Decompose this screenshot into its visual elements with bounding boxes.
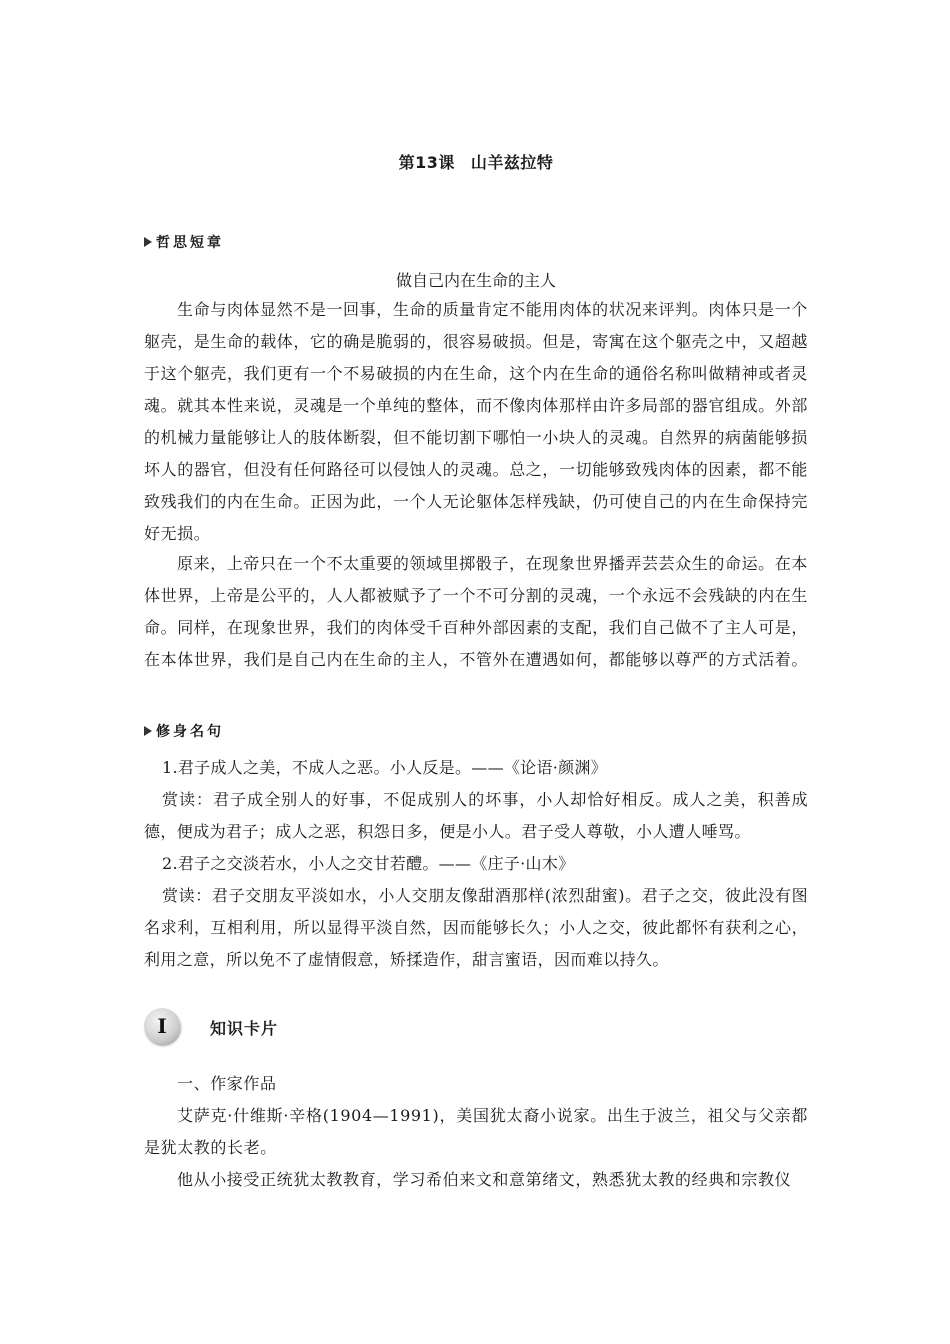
quote-2: 2.君子之交淡若水，小人之交甘若醴。——《庄子·山木》 — [162, 854, 575, 873]
essay-title: 做自己内在生命的主人 — [395, 271, 556, 290]
roman-numeral-badge: I — [144, 1008, 180, 1044]
knowledge-paragraph-2: 他从小接受正统犹太教教育，学习希伯来文和意第绪文，熟悉犹太教的经典和宗教仪 — [177, 1170, 792, 1189]
section-heading-reflection — [144, 232, 224, 252]
triangle-bullet-icon — [144, 237, 152, 247]
section-heading-quotes — [144, 721, 224, 741]
section-heading-text: 哲思短章 — [156, 235, 224, 251]
knowledge-card-label: 知识卡片 — [210, 1019, 279, 1038]
quote-1: 1.君子成人之美，不成人之恶。小人反是。——《论语·颜渊》 — [162, 758, 608, 777]
appreciation-1: 赏读：君子成全别人的好事，不促成别人的坏事，小人却恰好相反。成人之美，积善成德，便成为君子；成人之恶，积怨日多，便是小人。君子受人尊敬，小人遭人唾骂。 — [144, 790, 808, 841]
section-heading-text: 修身名句 — [156, 724, 224, 740]
knowledge-subheading: 一、作家作品 — [177, 1074, 277, 1093]
essay-paragraph-1: 生命与肉体显然不是一回事，生命的质量肯定不能用肉体的状况来评判。肉体只是一个躯壳，是生命的载体，它的确是脆弱的，很容易破损。但是，寄寓在这个躯壳之中，又超越于这个躯壳，我们更有一个不易破损的内在生命，这个内在生命的通俗名称叫做精神或者灵魂。就其本性来说，灵魂是一个单纯的整体，而不像肉体那样由许多局部的器官组成。外部的机械力量能够让人的肢体断裂，但不能切割下哪怕一小块人的灵魂。自然界的病菌能够损坏人的器官，但没有任何路径可以侵蚀人的灵魂。总之，一切能够致残肉体的因素，都不能致残我们的内在生命。正因为此，一个人无论躯体怎样残缺，仍可使自己的内在生命保持完好无损。 — [144, 300, 809, 543]
lesson-name: 山羊兹拉特 — [470, 153, 554, 172]
triangle-bullet-icon — [144, 726, 152, 736]
appreciation-2: 赏读：君子交朋友平淡如水，小人交朋友像甜酒那样(浓烈甜蜜)。君子之交，彼此没有图名求利，互相利用，所以显得平淡自然，因而能够长久；小人之交，彼此都怀有获利之心，利用之意，所以免不了虚情假意，矫揉造作，甜言蜜语，因而难以持久。 — [144, 886, 808, 969]
lesson-number: 第13课 — [398, 153, 455, 172]
knowledge-card-banner — [144, 1008, 319, 1048]
essay-paragraph-2: 原来，上帝只在一个不太重要的领域里掷骰子，在现象世界播弄芸芸众生的命运。在本体世界，上帝是公平的，人人都被赋予了一个不可分割的灵魂，一个永远不会残缺的内在生命。同样，在现象世界，我们的肉体受千百种外部因素的支配，我们自己做不了主人可是，在本体世界，我们是自己内在生命的主人，不管外在遭遇如何，都能够以尊严的方式活着。 — [144, 554, 809, 669]
lesson-title — [144, 150, 808, 173]
knowledge-paragraph-1: 艾萨克·什维斯·辛格(1904—1991)，美国犹太裔小说家。出生于波兰，祖父与父亲都是犹太教的长老。 — [144, 1106, 808, 1157]
